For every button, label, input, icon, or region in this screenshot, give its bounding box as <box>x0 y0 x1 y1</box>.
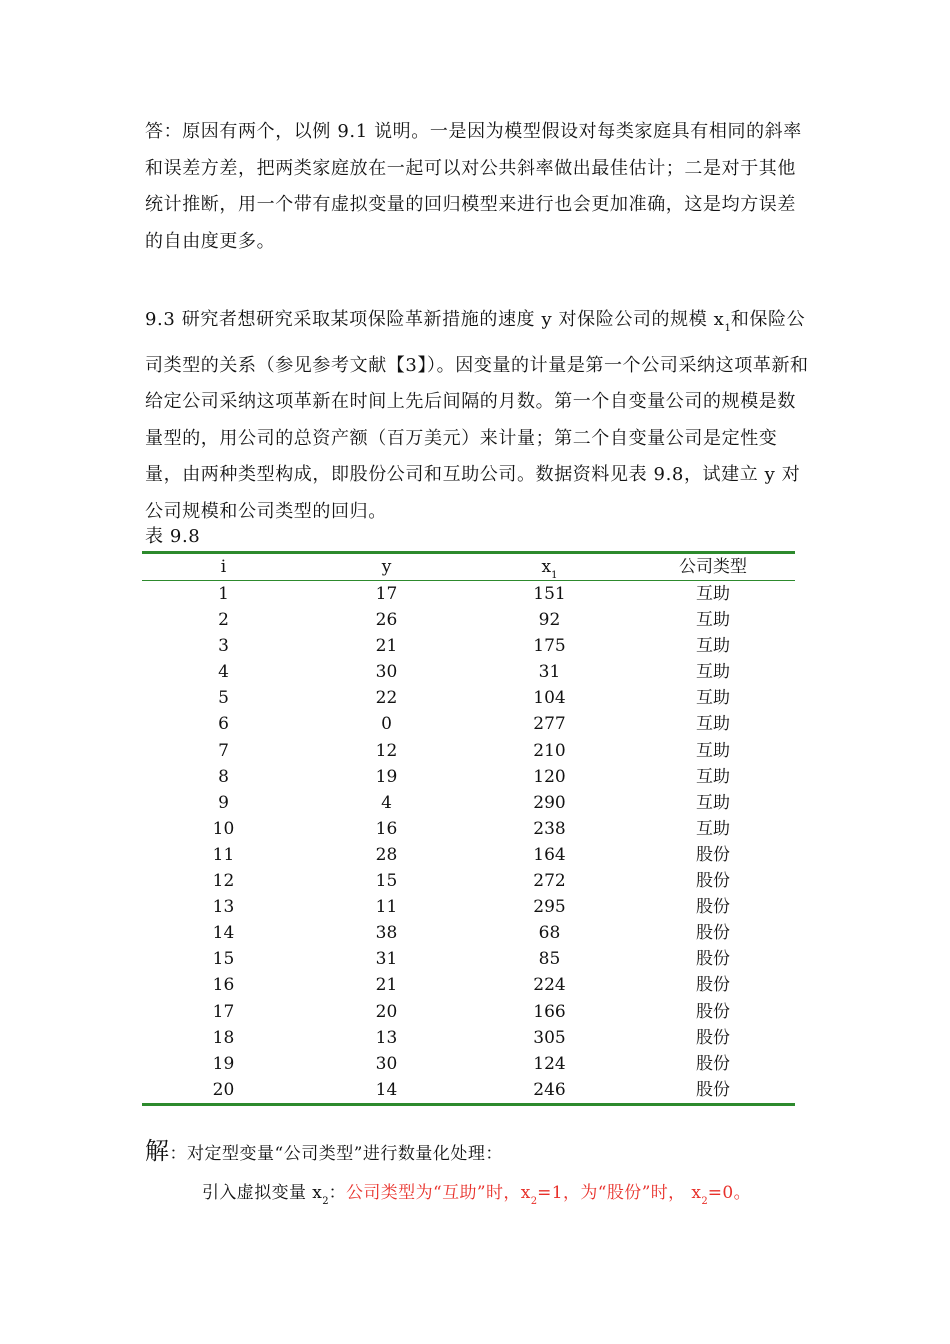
table-body <box>142 581 795 1103</box>
cell-y: 14 <box>375 1079 398 1100</box>
cell-i: 15 <box>212 949 235 970</box>
cell-i: 9 <box>218 792 229 813</box>
table-row <box>142 894 795 920</box>
table-caption: 表 9.8 <box>145 526 201 547</box>
cell-i: 6 <box>218 714 229 735</box>
red-text-part3: =0。 <box>707 1183 752 1203</box>
table-row <box>142 607 795 633</box>
cell-x1: 277 <box>533 714 566 735</box>
red-text-part1: 公司类型为“互助”时，x <box>345 1183 531 1203</box>
solution-label: 解 <box>145 1137 170 1165</box>
table-row <box>142 764 795 790</box>
cell-y: 31 <box>375 949 398 970</box>
cell-i: 14 <box>212 923 235 944</box>
cell-y: 19 <box>375 766 398 787</box>
problem-text-part1: 9.3 研究者想研究采取某项保险革新措施的速度 y 对保险公司的规模 x <box>145 309 725 330</box>
cell-y: 26 <box>375 610 398 631</box>
cell-i: 12 <box>212 871 235 892</box>
cell-i: 3 <box>218 636 229 657</box>
table-row <box>142 790 795 816</box>
cell-company-type: 股份 <box>696 975 730 996</box>
cell-x1: 166 <box>533 1001 566 1022</box>
cell-y: 17 <box>375 584 398 604</box>
problem-paragraph <box>145 302 810 530</box>
table-row <box>142 659 795 685</box>
cell-i: 19 <box>212 1053 235 1074</box>
cell-company-type: 股份 <box>696 897 730 918</box>
cell-x1: 164 <box>533 844 566 865</box>
cell-i: 10 <box>212 818 235 839</box>
cell-company-type: 互助 <box>696 662 730 683</box>
header-x-subscript: 1 <box>551 570 558 581</box>
cell-x1: 92 <box>538 610 561 631</box>
problem-subscript: 1 <box>724 323 731 334</box>
cell-company-type: 股份 <box>696 1053 730 1074</box>
cell-y: 22 <box>375 688 398 709</box>
cell-x1: 305 <box>533 1027 566 1048</box>
intro-subscript: 2 <box>322 1196 329 1207</box>
cell-x1: 68 <box>538 923 561 944</box>
cell-y: 21 <box>375 975 398 996</box>
header-i: i <box>220 557 227 577</box>
cell-i: 16 <box>212 975 235 996</box>
cell-x1: 290 <box>533 792 566 813</box>
cell-i: 8 <box>218 766 229 787</box>
cell-x1: 246 <box>533 1079 566 1100</box>
cell-company-type: 互助 <box>696 714 730 735</box>
solution-text: ：对定型变量“公司类型”进行数量化处理： <box>169 1144 503 1164</box>
cell-x1: 210 <box>533 740 566 761</box>
table-row <box>142 711 795 737</box>
cell-y: 30 <box>375 1053 398 1074</box>
cell-company-type: 股份 <box>696 1079 730 1100</box>
cell-x1: 151 <box>533 584 566 604</box>
cell-company-type: 股份 <box>696 923 730 944</box>
cell-x1: 31 <box>538 662 561 683</box>
table-row <box>142 946 795 972</box>
cell-i: 17 <box>212 1001 235 1022</box>
cell-x1: 224 <box>533 975 566 996</box>
cell-x1: 272 <box>533 871 566 892</box>
cell-company-type: 股份 <box>696 1001 730 1022</box>
red-subscript-2: 2 <box>701 1196 708 1207</box>
cell-x1: 238 <box>533 818 566 839</box>
header-x-text: x <box>541 557 552 577</box>
cell-y: 16 <box>375 818 398 839</box>
cell-x1: 85 <box>538 949 561 970</box>
cell-y: 15 <box>375 871 398 892</box>
table-header-row <box>142 554 795 581</box>
problem-text-part2: 和保险公司类型的关系（参见参考文献【3】）。因变量的计量是第一个公司采纳这项革新和给定公司采纳这项革新在时间上先后间隔的月数。第一个自变量公司的规模是数量型的，用公司的总资产额（百万美元）来计量；第二个自变量公司是定性变量，由两种类型构成，即股份公司和互助公司。数据资料见表 9.8，试建立 y 对公司规模和公司类型的回归。 <box>145 309 809 522</box>
cell-x1: 104 <box>533 688 566 709</box>
cell-y: 20 <box>375 1001 398 1022</box>
cell-y: 12 <box>375 740 398 761</box>
cell-company-type: 互助 <box>696 818 730 839</box>
header-y: y <box>381 557 392 577</box>
header-x1 <box>468 554 631 580</box>
cell-company-type: 股份 <box>696 871 730 892</box>
cell-company-type: 互助 <box>696 636 730 657</box>
dummy-variable-line <box>202 1178 751 1217</box>
cell-company-type: 互助 <box>696 792 730 813</box>
cell-y: 0 <box>381 714 392 735</box>
cell-x1: 175 <box>533 636 566 657</box>
intro-colon: ： <box>328 1183 346 1203</box>
red-subscript-1: 2 <box>530 1196 538 1207</box>
cell-i: 1 <box>218 584 229 604</box>
table-row <box>142 633 795 659</box>
cell-y: 28 <box>375 844 398 865</box>
table-row <box>142 738 795 764</box>
cell-i: 7 <box>218 740 229 761</box>
cell-i: 5 <box>218 688 229 709</box>
table-row <box>142 868 795 894</box>
cell-x1: 124 <box>533 1053 566 1074</box>
red-text-part2: =1，为“股份”时， x <box>537 1183 702 1203</box>
table-row <box>142 1051 795 1077</box>
cell-x1: 120 <box>533 766 566 787</box>
answer-paragraph: 答：原因有两个，以例 9.1 说明。一是因为模型假设对每类家庭具有相同的斜率和误差方差，把两类家庭放在一起可以对公共斜率做出最佳估计；二是对于其他统计推断，用一个带有虚拟变量的回归模型来进行也会更加准确，这是均方误差的自由度更多。 <box>145 121 802 252</box>
cell-i: 20 <box>212 1079 235 1100</box>
table-row <box>142 816 795 842</box>
cell-i: 13 <box>212 897 235 918</box>
cell-y: 4 <box>381 792 392 813</box>
cell-i: 18 <box>212 1027 235 1048</box>
cell-i: 2 <box>218 610 229 631</box>
cell-company-type: 股份 <box>696 844 730 865</box>
cell-i: 4 <box>218 662 229 683</box>
cell-y: 11 <box>375 897 398 918</box>
cell-company-type: 股份 <box>696 1027 730 1048</box>
cell-x1: 295 <box>533 897 566 918</box>
table-row <box>142 920 795 946</box>
solution-line <box>145 1134 503 1171</box>
table-row <box>142 581 795 607</box>
table-row <box>142 842 795 868</box>
intro-prefix: 引入虚拟变量 x <box>202 1183 323 1203</box>
data-table <box>142 551 795 1106</box>
cell-company-type: 互助 <box>696 610 730 631</box>
cell-y: 30 <box>375 662 398 683</box>
cell-y: 13 <box>375 1027 398 1048</box>
table-row <box>142 999 795 1025</box>
cell-company-type: 股份 <box>696 949 730 970</box>
table-row <box>142 685 795 711</box>
cell-company-type: 互助 <box>696 766 730 787</box>
cell-company-type: 互助 <box>696 688 730 709</box>
table-row <box>142 1077 795 1103</box>
cell-y: 38 <box>375 923 398 944</box>
header-company-type: 公司类型 <box>679 557 747 577</box>
table-row <box>142 972 795 998</box>
table-row <box>142 1025 795 1051</box>
cell-i: 11 <box>212 844 235 865</box>
cell-y: 21 <box>375 636 398 657</box>
cell-company-type: 互助 <box>696 740 730 761</box>
cell-company-type: 互助 <box>696 584 730 604</box>
